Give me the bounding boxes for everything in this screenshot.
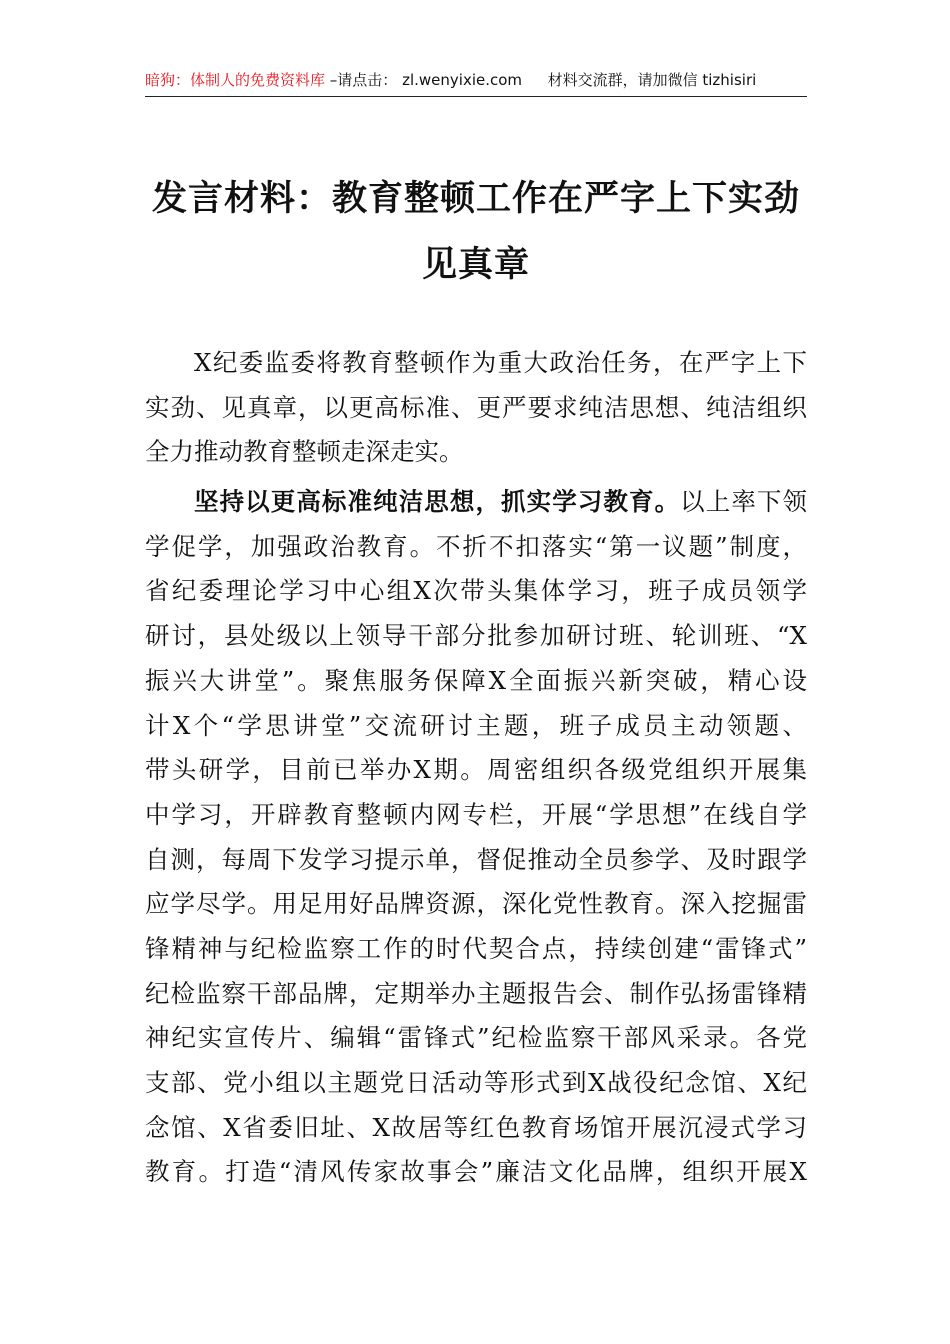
paragraph-first-line-rest: 以上率下领 xyxy=(680,487,807,517)
title-line-1: 发言材料：教育整顿工作在严字上下实劲 xyxy=(151,178,800,219)
paragraph-line xyxy=(145,480,807,525)
header-contact: 材料交流群，请加微信 tizhisiri xyxy=(547,71,757,89)
paragraph-line: 神纪实宣传片、编辑“雷锋式”纪检监察干部风采录。各党 xyxy=(145,1023,807,1053)
paragraph-line: 自测，每周下发学习提示单，督促推动全员参学、及时跟学 xyxy=(145,844,807,874)
paragraph-line: 支部、党小组以主题党日活动等形式到X战役纪念馆、X纪 xyxy=(145,1068,807,1097)
paragraph-line: 研讨，县处级以上领导干部分批参加研讨班、轮训班、“X xyxy=(145,621,807,651)
document-body xyxy=(145,341,807,1195)
paragraph-line: 振兴大讲堂”。聚焦服务保障X全面振兴新突破，精心设 xyxy=(145,665,807,695)
paragraph-1 xyxy=(145,341,807,475)
paragraph-heading: 坚持以更高标准纯洁思想，抓实学习教育。 xyxy=(194,487,681,517)
paragraph-2 xyxy=(145,480,807,1195)
paragraph-line: 带头研学，目前已举办X期。周密组织各级党组织开展集 xyxy=(145,755,807,785)
paragraph-line: 纪检监察干部品牌，定期举办主题报告会、制作弘扬雷锋精 xyxy=(145,978,807,1008)
paragraph-line: 中学习，开辟教育整顿内网专栏，开展“学思想”在线自学 xyxy=(145,799,807,829)
header-link-prefix: –请点击： xyxy=(329,71,398,89)
paragraph-line: 省纪委理论学习中心组X次带头集体学习，班子成员领学 xyxy=(145,576,807,606)
paragraph-line: X纪委监委将教育整顿作为重大政治任务，在严字上下 xyxy=(194,348,807,377)
paragraph-line: 教育。打造“清风传家故事会”廉洁文化品牌，组织开展X xyxy=(145,1157,807,1187)
title-line-2: 见真章 xyxy=(421,244,530,285)
document-title xyxy=(145,166,807,298)
paragraph-line: 锋精神与纪检监察工作的时代契合点，持续创建“雷锋式” xyxy=(145,933,807,963)
paragraph-line: 应学尽学。用足用好品牌资源，深化党性教育。深入挖掘雷 xyxy=(145,889,807,919)
paragraph-line: 念馆、X省委旧址、X故居等红色教育场馆开展沉浸式学习 xyxy=(145,1112,807,1142)
paragraph-line: 实劲、见真章，以更高标准、更严要求纯洁思想、纯洁组织 xyxy=(145,392,807,422)
paragraph-line: 学促学，加强政治教育。不折不扣落实“第一议题”制度， xyxy=(145,531,807,561)
header-brand: 暗狗：体制人的免费资料库 xyxy=(145,71,326,89)
page-header xyxy=(145,64,807,97)
paragraph-line: 计X个“学思讲堂”交流研讨主题，班子成员主动领题、 xyxy=(145,710,807,740)
header-link-url[interactable]: zl.wenyixie.com xyxy=(402,71,523,89)
paragraph-line: 全力推动教育整顿走深走实。 xyxy=(145,437,464,467)
